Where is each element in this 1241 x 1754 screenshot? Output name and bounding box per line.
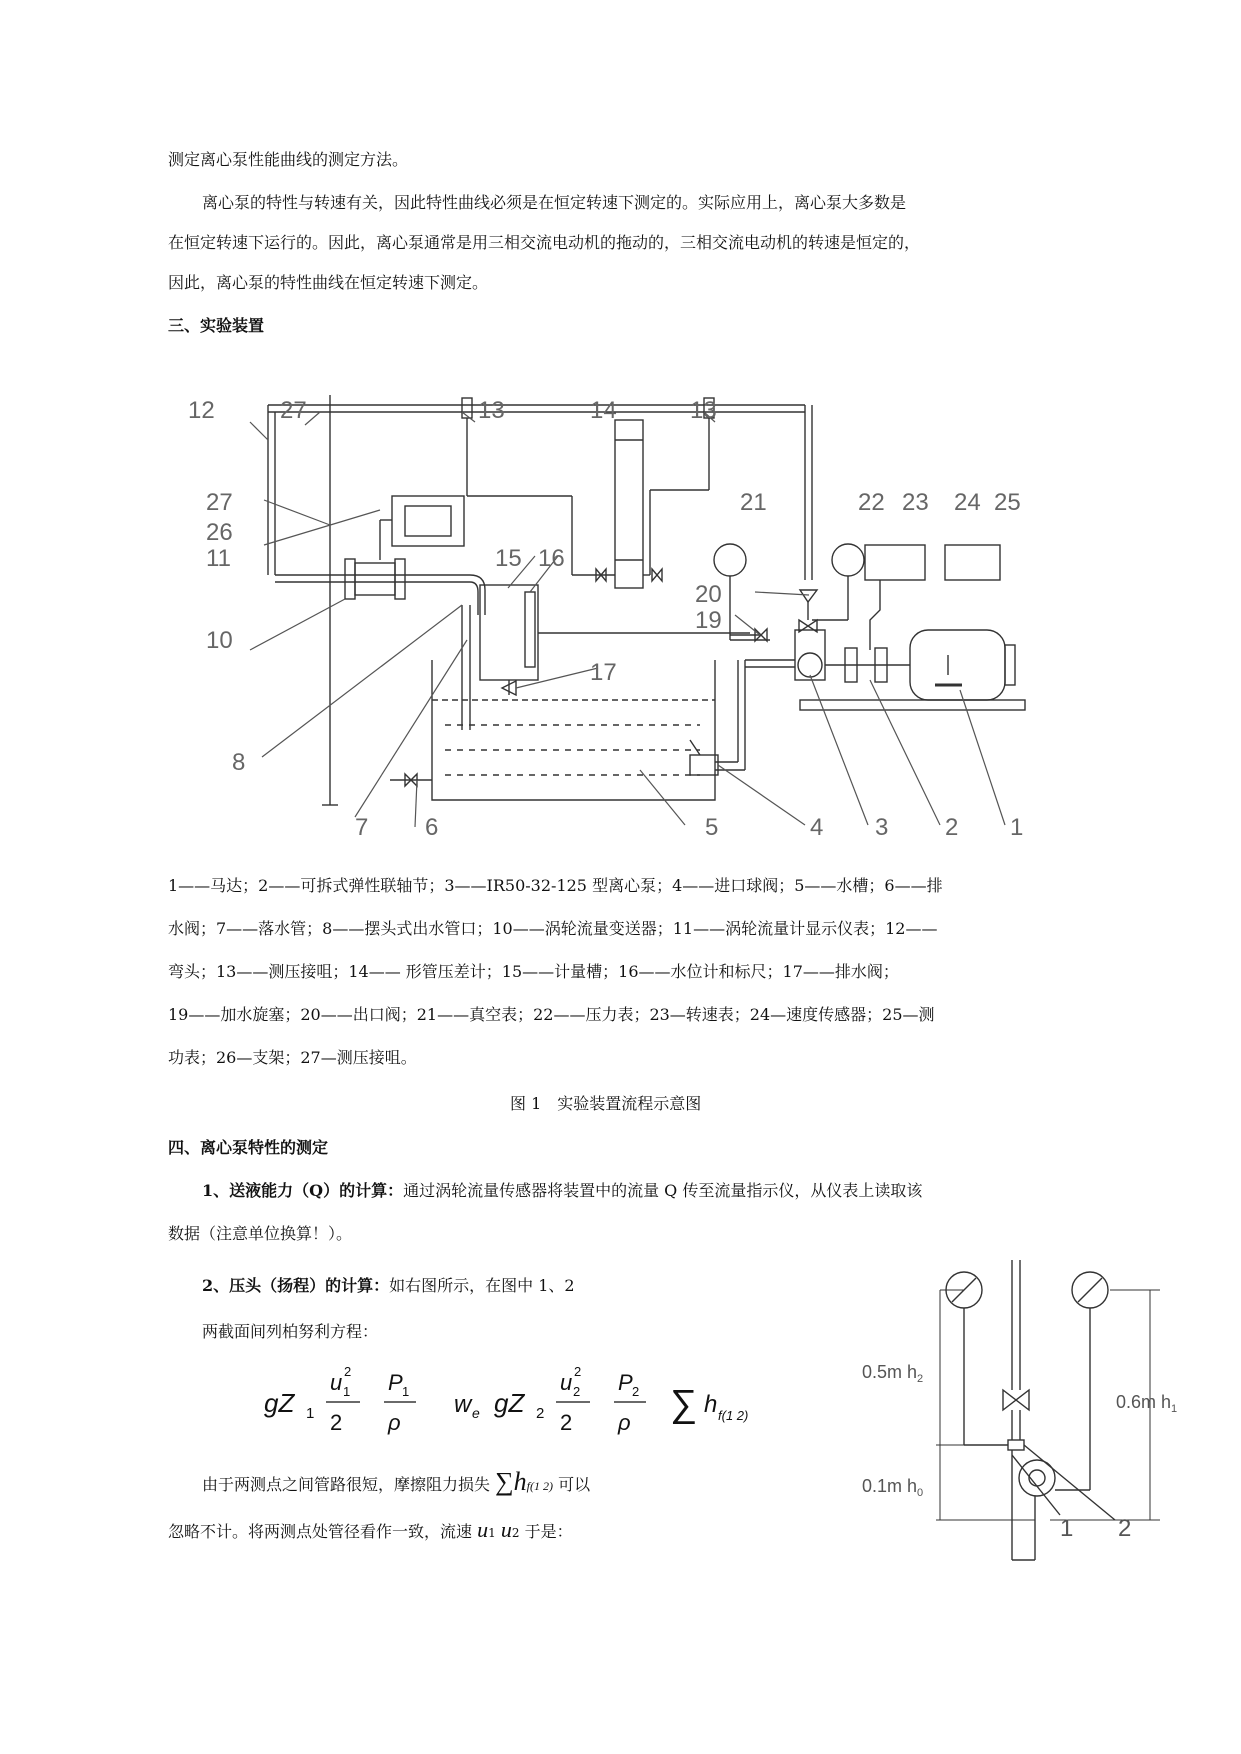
item-1 [202, 1181, 922, 1201]
paragraph-line: 数据（注意单位换算！）。 [168, 1224, 353, 1243]
label-0-1m: 0.1m $h_0$ [862, 1476, 924, 1499]
diagram-label-20: 20 [695, 581, 722, 608]
eq-we: w [454, 1391, 472, 1418]
diagram-label-2: 2 [945, 814, 959, 841]
inline-u2-sub: 2 [511, 1526, 520, 1540]
bernoulli-equation [230, 1360, 790, 1440]
diagram-label-16: 16 [538, 545, 565, 572]
eq-p2-sub: 2 [632, 1384, 640, 1399]
eq-gz2: gZ [494, 1388, 525, 1418]
label-0-6m: 0.6m $h_1$ [1116, 1392, 1178, 1415]
eq-denom-2a: 2 [330, 1410, 343, 1435]
eq-u1: u [330, 1370, 343, 1395]
inline-u1: u [477, 1517, 489, 1542]
diagram-label-6: 6 [425, 814, 439, 841]
eq-sum: ∑ [670, 1383, 698, 1425]
paragraph-line [202, 1467, 591, 1496]
paragraph-text: 可以 [558, 1475, 591, 1494]
diagram-label-21: 21 [740, 489, 767, 516]
eq-u1-sq: 2 [344, 1364, 352, 1379]
diagram-label-1: 1 [1010, 814, 1024, 841]
eq-h: h [704, 1391, 718, 1418]
diagram-label-25: 25 [994, 489, 1021, 516]
diagram-label-8: 8 [232, 749, 246, 776]
item-2 [202, 1276, 575, 1296]
eq-p1-sub: 1 [402, 1384, 410, 1399]
eq-u2: u [560, 1370, 573, 1395]
paragraph-line: 两截面间列柏努利方程： [202, 1322, 379, 1341]
item-2-text: 如右图所示，在图中 1、2 [389, 1276, 575, 1295]
diagram-label-4: 4 [810, 814, 824, 841]
diagram-label-5: 5 [705, 814, 719, 841]
diagram-label-27-side: 27 [206, 489, 233, 516]
diagram-label-14: 14 [590, 397, 617, 424]
eq-sub2: 2 [536, 1405, 545, 1422]
diagram-label-12: 12 [188, 397, 215, 424]
item-1-text: 通过涡轮流量传感器将装置中的流量 Q 传至流量指示仪，从仪表上读取该 [403, 1181, 923, 1200]
paragraph-line: 因此，离心泵的特性曲线在恒定转速下测定。 [168, 273, 489, 292]
legend-line: 19——加水旋塞；20——出口阀；21——真空表；22——压力表；23—转速表；24—速度传感器；25—测 [168, 1005, 935, 1024]
eq-u1-sub: 1 [343, 1384, 351, 1399]
diagram-label-27-top: 27 [280, 397, 307, 424]
paragraph-text: 忽略不计。将两测点处管径看作一致，流速 [168, 1522, 473, 1541]
diagram-label-17: 17 [590, 659, 617, 686]
eq-h-sub: f(1 2) [718, 1408, 749, 1423]
item-2-title: 2、压头（扬程）的计算： [202, 1276, 390, 1295]
diagram-label-3: 3 [875, 814, 889, 841]
paragraph-line: 离心泵的特性与转速有关，因此特性曲线必须是在恒定转速下测定的。实际应用上，离心泵大多数是 [202, 193, 907, 212]
paragraph-text: 由于两测点之间管路很短，摩擦阻力损失 [202, 1475, 491, 1494]
eq-denom-2b: 2 [560, 1410, 573, 1435]
eq-p1: P [388, 1370, 403, 1395]
legend-line: 功表；26—支架；27—测压接咀。 [168, 1048, 417, 1067]
diagram-label-13-right: 13 [690, 397, 717, 424]
label-section-1: 1 [1060, 1515, 1074, 1542]
diagram-label-11: 11 [206, 545, 231, 572]
diagram-label-22: 22 [858, 489, 885, 516]
paragraph-text: 于是： [524, 1522, 573, 1541]
eq-rho1: ρ [388, 1410, 401, 1435]
diagram-label-19: 19 [695, 607, 722, 634]
inline-sum-h-sub: f(1 2) [526, 1479, 553, 1493]
diagram-label-24: 24 [954, 489, 981, 516]
figure-caption: 图 1 实验装置流程示意图 [510, 1094, 702, 1113]
diagram-label-7: 7 [355, 814, 369, 841]
section-heading: 四、离心泵特性的测定 [168, 1138, 329, 1157]
paragraph-line: 测定离心泵性能曲线的测定方法。 [168, 150, 409, 169]
eq-u2-sub: 2 [573, 1384, 581, 1399]
label-section-2: 2 [1118, 1515, 1132, 1542]
legend-line: 弯头；13——测压接咀；14—— 形管压差计；15——计量槽；16——水位计和标尺；17——排水阀； [168, 962, 899, 981]
eq-sub1: 1 [306, 1405, 315, 1422]
eq-u2-sq: 2 [574, 1364, 582, 1379]
diagram-label-23: 23 [902, 489, 929, 516]
eq-gz1: gZ [264, 1388, 295, 1418]
eq-we-sub: e [472, 1405, 480, 1421]
diagram-label-26: 26 [206, 519, 233, 546]
inline-u2: u [500, 1517, 512, 1542]
inline-u1-sub: 1 [488, 1526, 496, 1540]
paragraph-line: 在恒定转速下运行的。因此，离心泵通常是用三相交流电动机的拖动的，三相交流电动机的转速是恒定的， [168, 233, 921, 252]
legend-line: 1——马达；2——可拆式弹性联轴节；3——IR50-32-125 型离心泵；4——进口球阀；5——水槽；6——排 [168, 876, 943, 895]
gauge-diagram [860, 1260, 1200, 1580]
eq-p2: P [618, 1370, 633, 1395]
diagram-label-10: 10 [206, 627, 233, 654]
label-0-5m: 0.5m $h_2$ [862, 1362, 924, 1385]
paragraph-line [168, 1517, 573, 1543]
section-heading: 三、实验装置 [168, 316, 265, 335]
item-1-title: 1、送液能力（Q）的计算： [202, 1181, 404, 1200]
diagram-label-13-left: 13 [478, 397, 505, 424]
inline-sum-h: ∑h [495, 1467, 527, 1496]
eq-rho2: ρ [618, 1410, 631, 1435]
legend-line: 水阀；7——落水管；8——摆头式出水管口；10——涡轮流量变送器；11——涡轮流量计显示仪表；12—— [168, 919, 938, 938]
diagram-label-15: 15 [495, 545, 522, 572]
